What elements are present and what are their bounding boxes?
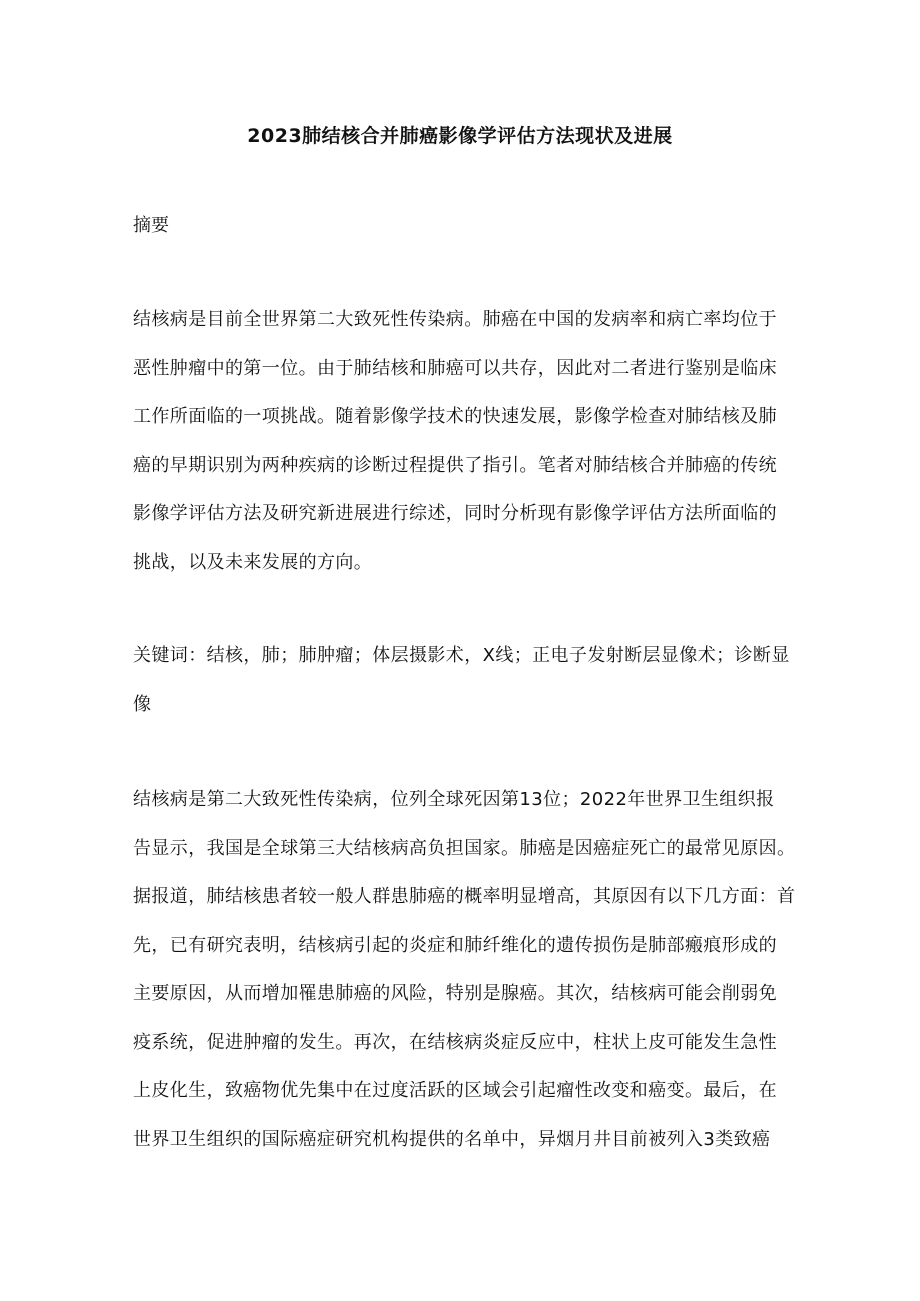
keywords-paragraph (133, 632, 793, 729)
body-line: 世界卫生组织的国际癌症研究机构提供的名单中，异烟月井目前被列入3类致癌 (133, 1128, 771, 1150)
abstract-line: 挑战，以及未来发展的方向。 (133, 551, 373, 573)
body-paragraph (133, 776, 796, 1164)
body-line: 先，已有研究表明，结核病引起的炎症和肺纤维化的遗传损伤是肺部瘢痕形成的 (133, 934, 777, 956)
keywords-line: 关键词：结核，肺；肺肿瘤；体层摄影术，X线；正电子发射断层显像术；诊断显 (133, 645, 790, 666)
body-line: 疫系统，促进肿瘤的发生。再次，在结核病炎症反应中，柱状上皮可能发生急性 (133, 1031, 777, 1053)
body-line: 上皮化生，致癌物优先集中在过度活跃的区域会引起瘤性改变和癌变。最后，在 (133, 1080, 777, 1101)
body-line: 结核病是第二大致死性传染病，位列全球死因第13位；2022年世界卫生组织报 (133, 789, 775, 810)
abstract-line: 恶性肿瘤中的第一位。由于肺结核和肺癌可以共存，因此对二者进行鉴别是临床 (133, 357, 777, 379)
body-line: 主要原因，从而增加罹患肺癌的风险，特别是腺癌。其次，结核病可能会削弱免 (133, 983, 777, 1004)
abstract-line: 结核病是目前全世界第二大致死性传染病。肺癌在中国的发病率和病亡率均位于 (133, 309, 777, 330)
body-line: 据报道，肺结核患者较一般人群患肺癌的概率明显增高，其原因有以下几方面：首 (133, 886, 796, 907)
keywords-line: 像 (133, 693, 152, 715)
abstract-paragraph (133, 296, 793, 587)
abstract-line: 癌的早期识别为两种疾病的诊断过程提供了指引。笔者对肺结核合并肺癌的传统 (133, 454, 777, 476)
abstract-line: 工作所面临的一项挑战。随着影像学技术的快速发展，影像学检查对肺结核及肺 (133, 406, 777, 427)
body-line: 告显示，我国是全球第三大结核病高负担国家。肺癌是因癌症死亡的最常见原因。 (133, 837, 796, 859)
abstract-line: 影像学评估方法及研究新进展进行综述，同时分析现有影像学评估方法所面临的 (133, 503, 777, 524)
abstract-heading: 摘要 (133, 215, 169, 236)
document-title: 2023肺结核合并肺癌影像学评估方法现状及进展 (247, 125, 673, 147)
